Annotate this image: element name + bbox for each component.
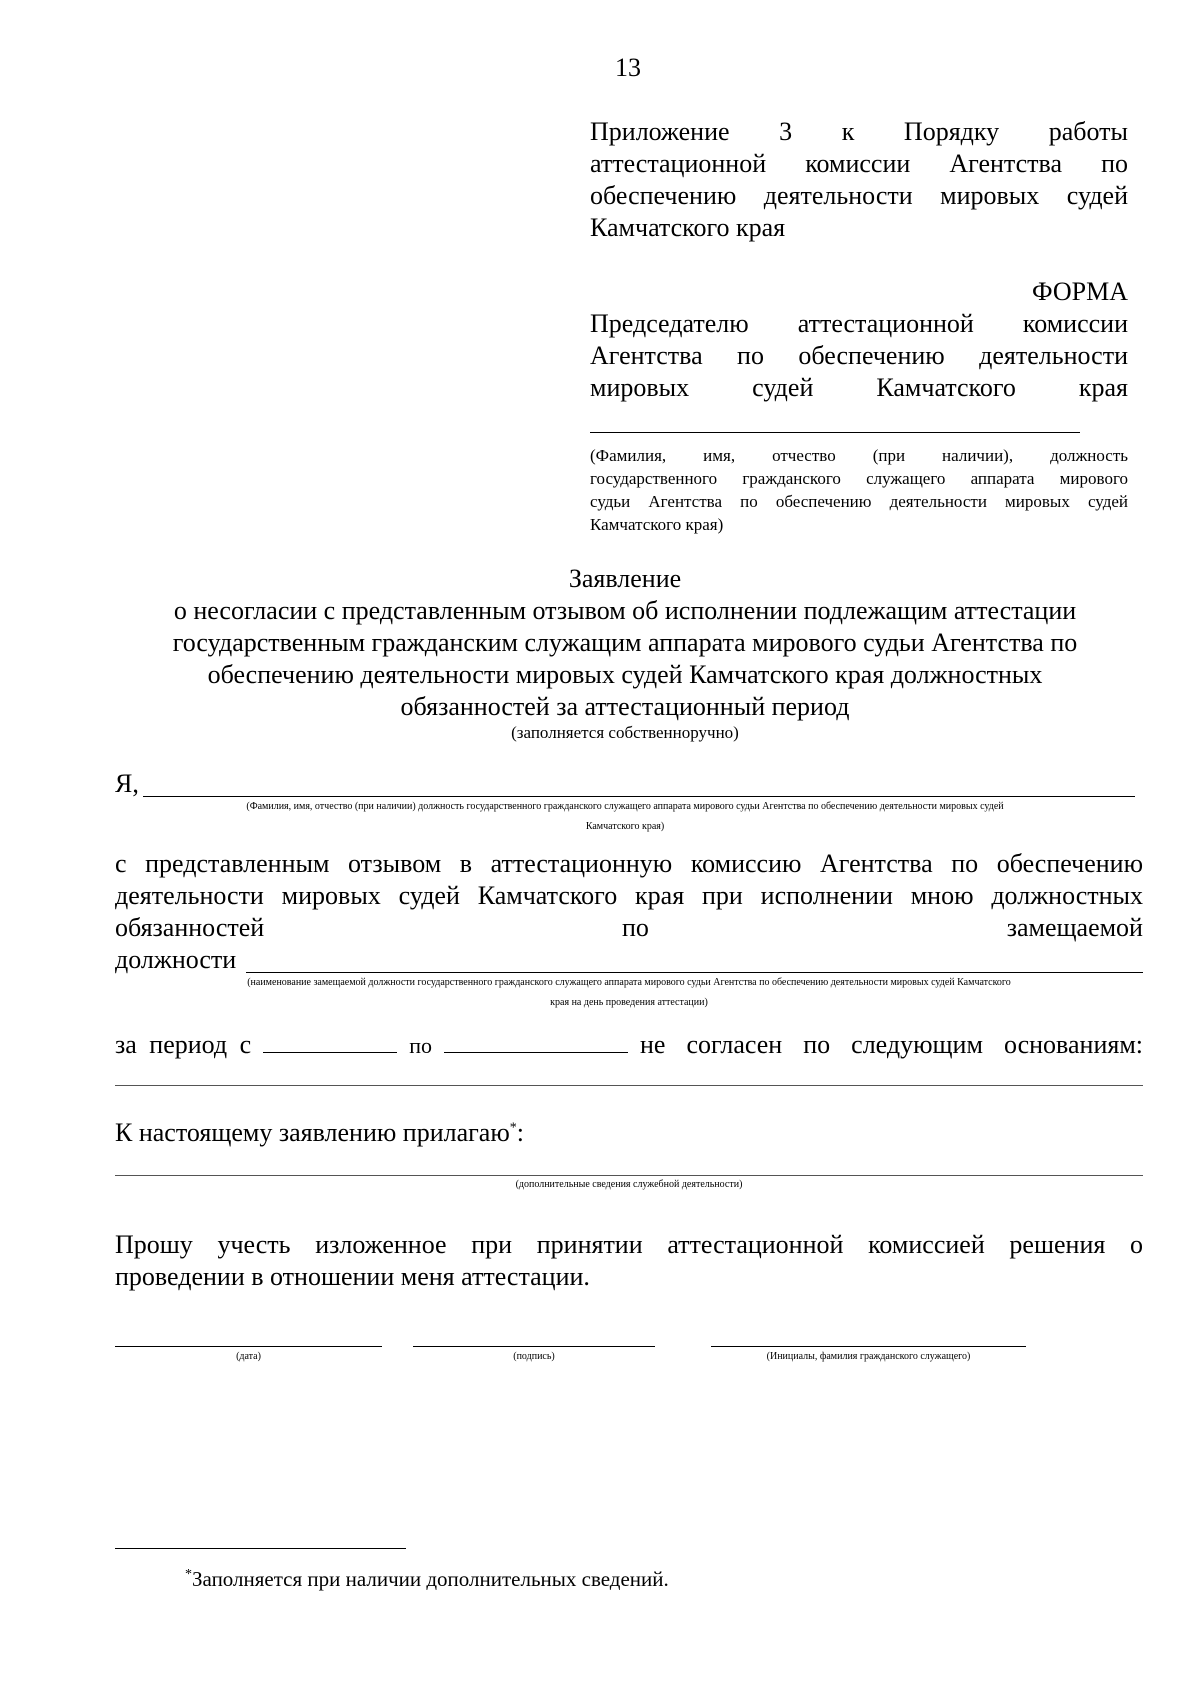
addressee-line-3: мировых судей Камчатского края — [590, 373, 1128, 402]
form-label: ФОРМА — [1032, 277, 1128, 306]
period-to-field[interactable] — [444, 1026, 628, 1053]
statement-heading: Заявление — [568, 564, 682, 593]
addressee-hint-line-4: Камчатского края) — [590, 515, 724, 534]
appendix-line-2: аттестационной комиссии Агентства по — [590, 149, 1128, 178]
footnote-separator — [115, 1548, 406, 1549]
date-hint: (дата) — [236, 1351, 261, 1362]
name-hint: (Инициалы, фамилия гражданского служащего) — [766, 1351, 971, 1362]
appendix-line-3: обеспечению деятельности мировых судей — [590, 181, 1128, 210]
footnote-text: Заполняется при наличии дополнительных сведений. — [192, 1567, 669, 1591]
addressee-block — [590, 308, 1128, 404]
statement-note: (заполняется собственноручно) — [511, 723, 739, 742]
signature-hint: (подпись) — [513, 1351, 555, 1362]
appendix-line-4: Камчатского края — [590, 213, 786, 242]
footnote — [185, 1565, 669, 1593]
name-blank-line[interactable] — [711, 1346, 1026, 1347]
addressee-blank-line[interactable] — [590, 432, 1080, 433]
attachments-text: К настоящему заявлению прилагаю — [115, 1118, 510, 1147]
addressee-line-2: Агентства по обеспечению деятельности — [590, 341, 1128, 370]
period-line — [115, 1026, 1143, 1062]
applicant-hint-line-1: (Фамилия, имя, отчество (при наличии) должность государственного гражданского служащего аппарата мирового судьи Агентства по обеспечению деятельности мировых судей — [246, 801, 1004, 812]
attachments-colon: : — [516, 1118, 525, 1147]
statement-title-line-3: обеспечению деятельности мировых судей Камчатского края должностных — [207, 660, 1043, 689]
period-from-label: за период с — [115, 1030, 252, 1059]
position-hint — [115, 976, 1143, 1009]
addressee-hint — [590, 444, 1128, 536]
appendix-word: Приложение — [590, 117, 730, 146]
statement-title — [60, 563, 1190, 723]
addressee-hint-line-2: государственного гражданского служащего аппарата мирового — [590, 469, 1128, 488]
applicant-hint-line-2: Камчатского края) — [585, 821, 665, 832]
appendix-word: 3 — [779, 117, 793, 146]
body-word: замещаемой — [1006, 913, 1143, 942]
body-word: обязанностей — [115, 913, 265, 942]
appendix-word: к — [841, 117, 855, 146]
statement-title-line-1: о несогласии с представленным отзывом об исполнении подлежащим аттестации — [173, 596, 1077, 625]
attachments-hint: (дополнительные сведения служебной деятельности) — [515, 1179, 743, 1190]
appendix-line-1 — [590, 116, 1128, 148]
addressee-hint-line-3: судьи Агентства по обеспечению деятельности мировых судей — [590, 492, 1128, 511]
applicant-name-line[interactable] — [143, 796, 1135, 797]
body-line-3 — [115, 912, 1143, 944]
attachments-footnote-mark: * — [509, 1120, 517, 1136]
page-number: 13 — [615, 53, 641, 82]
footnote-mark: * — [185, 1567, 192, 1582]
addressee-line-1: Председателю аттестационной комиссии — [590, 309, 1128, 338]
period-from-field[interactable] — [263, 1026, 397, 1053]
body-word: по — [621, 913, 649, 942]
appendix-block — [590, 116, 1128, 244]
addressee-hint-line-1: (Фамилия, имя, отчество (при наличии), должность — [590, 446, 1128, 465]
grounds-blank-line[interactable] — [115, 1085, 1143, 1086]
period-to-label: по — [409, 1033, 432, 1058]
position-hint-line-2: края на день проведения аттестации) — [550, 997, 708, 1008]
position-hint-line-1: (наименование замещаемой должности государственного гражданского служащего аппарата мирового судьи Агентства по обеспечению деятельности мировых судей Камчатского — [247, 977, 1011, 988]
appendix-word: Порядку — [903, 117, 1000, 146]
applicant-hint — [115, 800, 1135, 833]
request-line-1: Прошу учесть изложенное при принятии аттестационной комиссией решения о — [115, 1230, 1143, 1259]
signature-blank-line[interactable] — [413, 1346, 655, 1347]
position-prefix: должности — [115, 945, 237, 974]
applicant-prefix: Я, — [115, 769, 139, 798]
attachments-blank-line[interactable] — [115, 1175, 1143, 1176]
statement-title-line-2: государственным гражданским служащим аппарата мирового судьи Агентства по — [172, 628, 1078, 657]
body-paragraph — [115, 848, 1143, 976]
period-tail: не согласен по следующим основаниям: — [639, 1030, 1143, 1059]
appendix-word: работы — [1048, 117, 1128, 146]
position-blank-line[interactable] — [246, 972, 1143, 973]
body-line-2: деятельности мировых судей Камчатского края при исполнении мною должностных — [115, 881, 1143, 910]
request-paragraph — [115, 1229, 1143, 1293]
request-line-2: проведении в отношении меня аттестации. — [115, 1262, 590, 1291]
statement-title-line-4: обязанностей за аттестационный период — [400, 692, 850, 721]
date-blank-line[interactable] — [115, 1346, 382, 1347]
attachments-label — [115, 1117, 524, 1149]
body-line-1: с представленным отзывом в аттестационную комиссию Агентства по обеспечению — [115, 849, 1143, 878]
